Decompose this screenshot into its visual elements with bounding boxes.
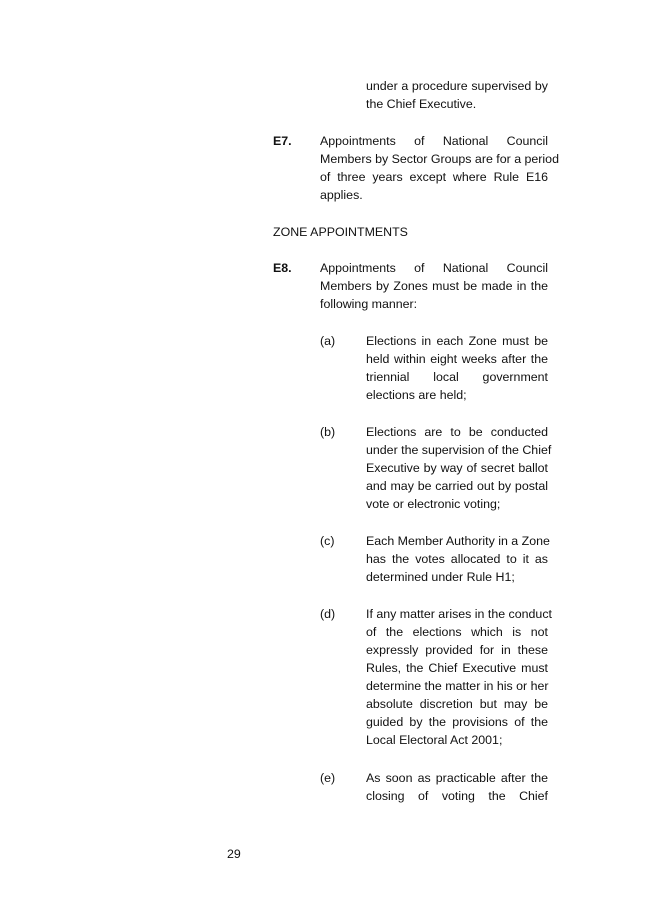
paragraph-b-line-1: Elections are to be conducted <box>366 425 548 439</box>
continuation-line-1: under a procedure supervised by <box>366 79 548 93</box>
page-number: 29 <box>227 847 241 861</box>
rule-e8-number: E8. <box>273 261 292 275</box>
paragraph-a-label: (a) <box>320 334 336 348</box>
paragraph-c-line-1: Each Member Authority in a Zone <box>366 534 550 548</box>
rule-e7-line-4: applies. <box>320 188 363 202</box>
paragraph-b-label: (b) <box>320 425 336 439</box>
rule-e7-line-3: of three years except where Rule E16 <box>320 170 548 184</box>
continuation-line-2: the Chief Executive. <box>366 97 477 111</box>
rule-e7-line-1: Appointments of National Council <box>320 134 548 148</box>
paragraph-c-label: (c) <box>320 534 335 548</box>
paragraph-e-label: (e) <box>320 771 336 785</box>
paragraph-d-line-8: Local Electoral Act 2001; <box>366 733 503 747</box>
paragraph-b-line-2: under the supervision of the Chief <box>366 443 552 457</box>
paragraph-d-line-7: guided by the provisions of the <box>366 715 548 729</box>
paragraph-b-line-5: vote or electronic voting; <box>366 497 501 511</box>
zone-appointments-heading: ZONE APPOINTMENTS <box>273 225 408 239</box>
paragraph-a-line-2: held within eight weeks after the <box>366 352 548 366</box>
paragraph-a-line-4: elections are held; <box>366 388 467 402</box>
paragraph-d-line-1: If any matter arises in the conduct <box>366 607 552 621</box>
paragraph-e-line-2: closing of voting the Chief <box>366 789 548 803</box>
paragraph-d-line-6: absolute discretion but may be <box>366 697 548 711</box>
paragraph-c-line-3: determined under Rule H1; <box>366 570 515 584</box>
paragraph-d-line-4: Rules, the Chief Executive must <box>366 661 548 675</box>
paragraph-c-line-2: has the votes allocated to it as <box>366 552 548 566</box>
rule-e7-line-2: Members by Sector Groups are for a period <box>320 152 559 166</box>
paragraph-d-line-3: expressly provided for in these <box>366 643 548 657</box>
paragraph-b-line-4: and may be carried out by postal <box>366 479 548 493</box>
paragraph-d-line-2: of the elections which is not <box>366 625 548 639</box>
paragraph-e-line-1: As soon as practicable after the <box>366 771 548 785</box>
rule-e7-number: E7. <box>273 134 292 148</box>
paragraph-b-line-3: Executive by way of secret ballot <box>366 461 548 475</box>
paragraph-d-label: (d) <box>320 607 336 621</box>
paragraph-a-line-1: Elections in each Zone must be <box>366 334 548 348</box>
rule-e8-line-3: following manner: <box>320 297 418 311</box>
rule-e8-line-1: Appointments of National Council <box>320 261 548 275</box>
paragraph-a-line-3: triennial local government <box>366 370 548 384</box>
paragraph-d-line-5: determine the matter in his or her <box>366 679 549 693</box>
rule-e8-line-2: Members by Zones must be made in the <box>320 279 548 293</box>
